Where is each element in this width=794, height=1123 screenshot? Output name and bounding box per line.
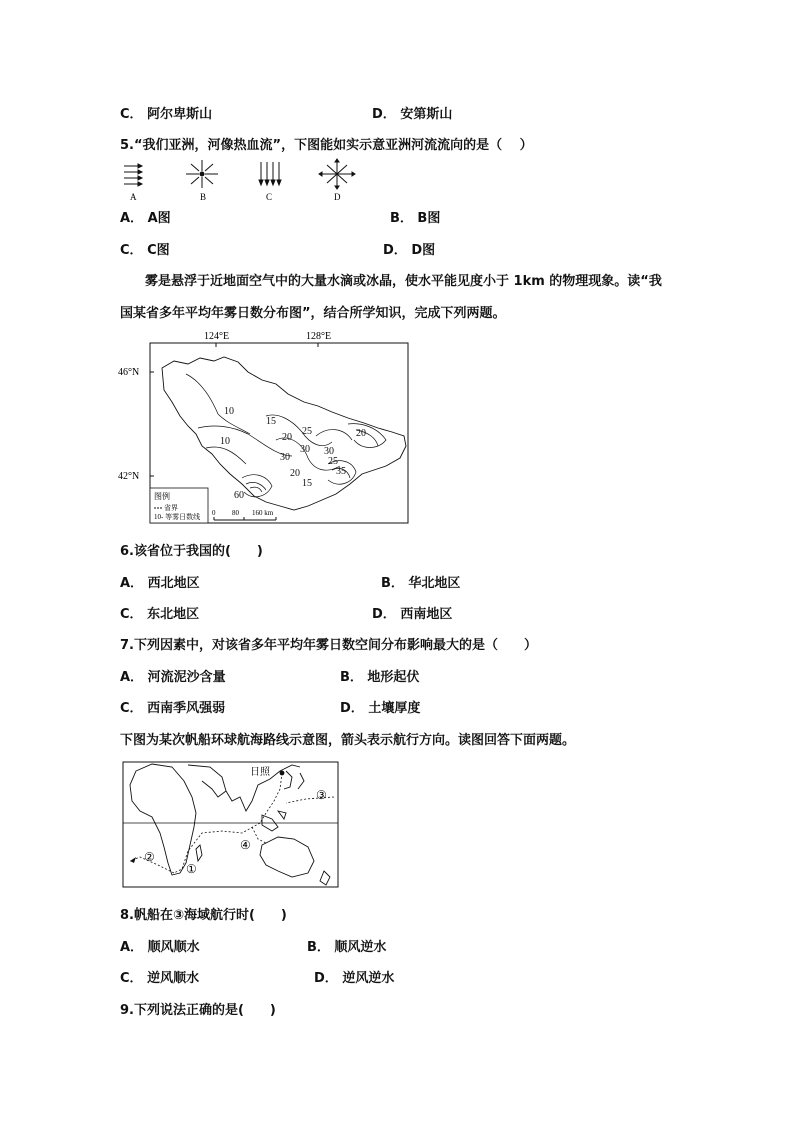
q8-option-d: D． 逆风逆水: [314, 971, 395, 986]
q4-option-d: D． 安第斯山: [372, 107, 453, 122]
q7-option-b: B． 地形起伏: [340, 670, 420, 685]
rizhao-city-marker: [280, 771, 285, 776]
contour-label-30c: 30: [300, 444, 310, 455]
q8-option-b: B． 顺风逆水: [307, 940, 387, 955]
contour-label-60: 60: [234, 490, 244, 501]
legend-contour: 10- 等雾日数线: [154, 513, 201, 521]
figure-a-parallel-arrows: [124, 164, 142, 186]
q8-option-a: A． 顺风顺水: [120, 940, 200, 955]
figure-c-downward-arrows: [259, 162, 281, 185]
contour-label-35: 35: [336, 466, 346, 477]
q5-option-b: B． B图: [390, 211, 441, 226]
lat-label-42: 42°N: [118, 471, 140, 482]
scale-0: 0: [212, 509, 216, 517]
lat-label-46: 46°N: [118, 367, 140, 378]
q5-option-a: A． A图: [120, 211, 171, 226]
figure-d-radiating-arrows: [319, 159, 355, 189]
contour-label-25b: 25: [328, 456, 338, 467]
q7-option-c: C． 西南季风强弱: [120, 701, 226, 716]
q5-option-d: D． D图: [383, 243, 436, 258]
contour-label-20a: 20: [282, 432, 292, 443]
legend-title: 图例: [154, 492, 170, 501]
fog-intro-line-2: 国某省多年平均年雾日数分布图”，结合所学知识，完成下列两题。: [120, 306, 506, 321]
lon-label-128: 128°E: [306, 331, 332, 342]
figure-label-d: D: [334, 192, 341, 202]
figure-label-a: A: [130, 192, 137, 202]
q7-option-a: A． 河流泥沙含量: [120, 670, 226, 685]
contour-label-20c: 20: [356, 428, 366, 439]
q6-option-d: D． 西南地区: [372, 607, 453, 622]
route-label-4: ④: [240, 838, 251, 852]
q9-stem: 9.下列说法正确的是( ): [120, 1003, 276, 1018]
contour-label-10a: 10: [224, 406, 234, 417]
figure-label-c: C: [266, 192, 273, 202]
q6-option-b: B． 华北地区: [381, 576, 461, 591]
city-label-rizhao: 日照: [250, 767, 270, 778]
scale-160: 160 km: [252, 509, 274, 517]
q5-option-c: C． C图: [120, 243, 170, 258]
lon-label-124: 124°E: [204, 331, 230, 342]
sail-intro: 下图为某次帆船环球航海路线示意图，箭头表示航行方向。读图回答下面两题。: [120, 733, 576, 748]
figure-b-converging-arrows: [186, 160, 218, 188]
legend-border: 省界: [164, 504, 178, 512]
q5-river-direction-figures: [118, 158, 358, 204]
sailing-route-map: [122, 761, 340, 889]
q6-stem: 6.该省位于我国的( ): [120, 544, 263, 559]
q5-stem: 5.“我们亚洲，河像热血流”，下图能如实示意亚洲河流流向的是（ ）: [120, 138, 533, 153]
fog-days-map: [116, 328, 412, 526]
q7-stem: 7.下列因素中，对该省多年平均年雾日数空间分布影响最大的是（ ）: [120, 638, 537, 653]
contour-label-30b: 30: [324, 446, 334, 457]
figure-label-b: B: [200, 192, 207, 202]
contour-label-10b: 10: [220, 436, 230, 447]
contour-label-15b: 15: [302, 478, 312, 489]
route-label-2: ②: [144, 850, 155, 864]
route-label-3: ③: [316, 788, 327, 802]
contour-label-25a: 25: [302, 426, 312, 437]
map-legend: [150, 488, 208, 523]
contour-label-15a: 15: [266, 416, 276, 427]
contour-label-30a: 30: [280, 452, 290, 463]
route-label-1: ①: [186, 862, 197, 876]
fog-intro-line-1: 雾是悬浮于近地面空气中的大量水滴或冰晶，使水平能见度小于 1km 的物理现象。读“我: [145, 274, 662, 289]
q4-option-c: C． 阿尔卑斯山: [120, 107, 213, 122]
q7-option-d: D． 土壤厚度: [340, 701, 421, 716]
q6-option-a: A． 西北地区: [120, 576, 200, 591]
contour-label-20b: 20: [290, 468, 300, 479]
q8-option-c: C． 逆风顺水: [120, 971, 200, 986]
scale-80: 80: [232, 509, 239, 517]
q6-option-c: C． 东北地区: [120, 607, 200, 622]
q8-stem: 8.帆船在③海域航行时( ): [120, 908, 287, 923]
